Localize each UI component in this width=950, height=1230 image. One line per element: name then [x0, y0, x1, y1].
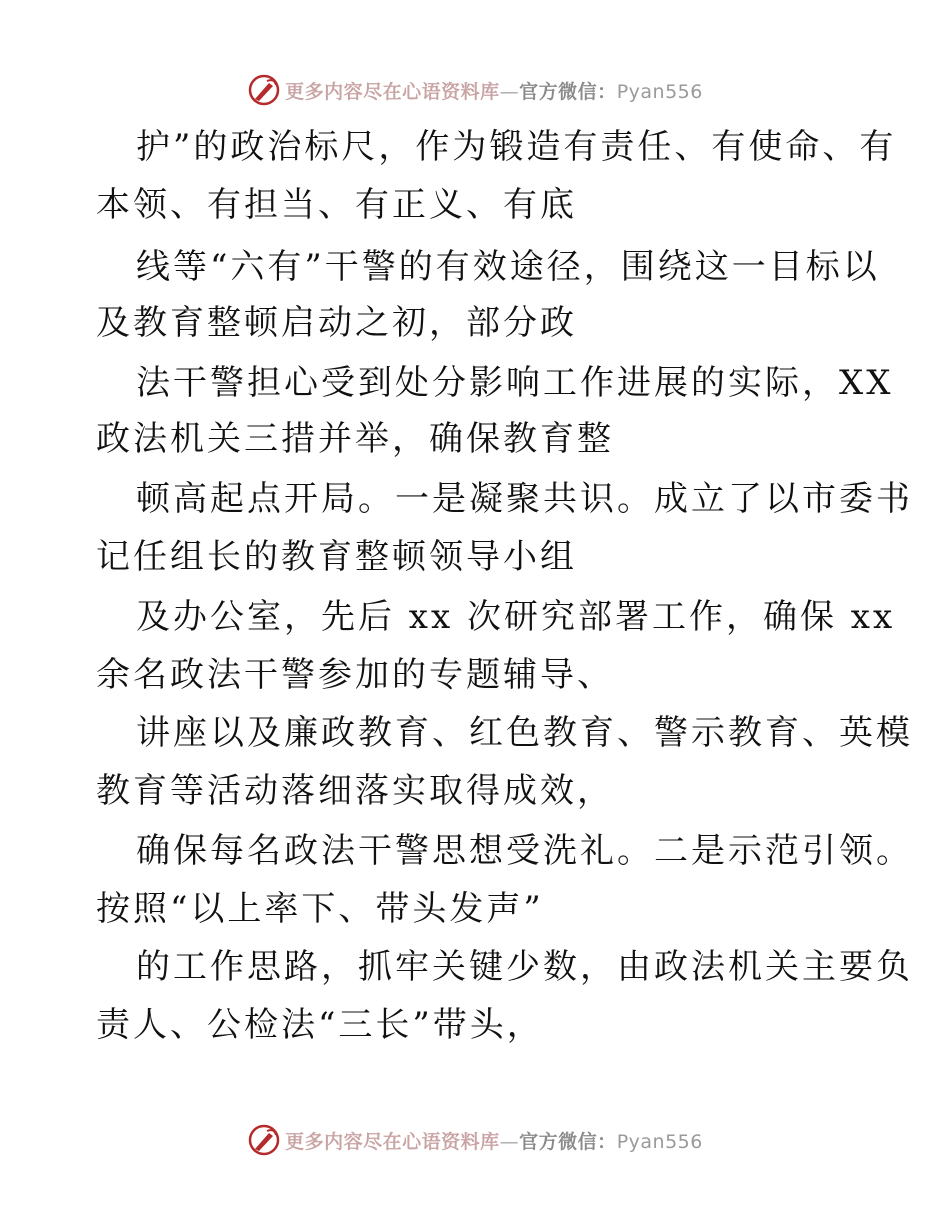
header-banner-id: Pyan556 — [616, 80, 703, 103]
footer-banner-id: Pyan556 — [616, 1130, 703, 1153]
footer-banner-text — [285, 1127, 703, 1154]
pen-logo-icon — [247, 73, 281, 107]
text-line-7: 顿高起点开局。一是凝聚共识。成立了以市委书 — [136, 479, 913, 519]
text-line-14: 按照“以上率下、带头发声” — [96, 889, 544, 929]
text-line-9: 及办公室，先后 xx 次研究部署工作，确保 xx — [136, 597, 896, 637]
footer-banner-label: 官方微信： — [519, 1130, 617, 1153]
text-line-4: 及教育整顿启动之初，部分政 — [96, 303, 577, 343]
text-line-5: 法干警担心受到处分影响工作进展的实际，XX — [136, 363, 894, 403]
text-line-6: 政法机关三措并举，确保教育整 — [96, 419, 614, 459]
footer-banner-dash: — — [499, 1130, 520, 1153]
text-line-11: 讲座以及廉政教育、红色教育、警示教育、英模 — [136, 713, 913, 753]
text-line-10: 余名政法干警参加的专题辅导、 — [96, 655, 614, 695]
header-banner-dash: — — [499, 80, 520, 103]
text-line-2: 本领、有担当、有正义、有底 — [96, 185, 577, 225]
text-line-13: 确保每名政法干警思想受洗礼。二是示范引领。 — [136, 831, 913, 871]
header-banner — [0, 70, 950, 110]
text-line-3: 线等“六有”干警的有效途径，围绕这一目标以 — [136, 247, 880, 287]
header-banner-text — [285, 77, 703, 104]
text-line-8: 记任组长的教育整顿领导小组 — [96, 537, 577, 577]
text-line-1: 护”的政治标尺，作为锻造有责任、有使命、有 — [136, 127, 897, 167]
pen-logo-icon — [247, 1123, 281, 1157]
text-line-16: 责人、公检法“三长”带头， — [96, 1005, 544, 1045]
footer-banner — [0, 1120, 950, 1160]
text-line-12: 教育等活动落细落实取得成效， — [96, 771, 614, 811]
text-line-15: 的工作思路，抓牢关键少数，由政法机关主要负 — [136, 947, 913, 987]
header-banner-main: 更多内容尽在心语资料库 — [285, 80, 500, 103]
footer-banner-main: 更多内容尽在心语资料库 — [285, 1130, 500, 1153]
header-banner-label: 官方微信： — [519, 80, 617, 103]
